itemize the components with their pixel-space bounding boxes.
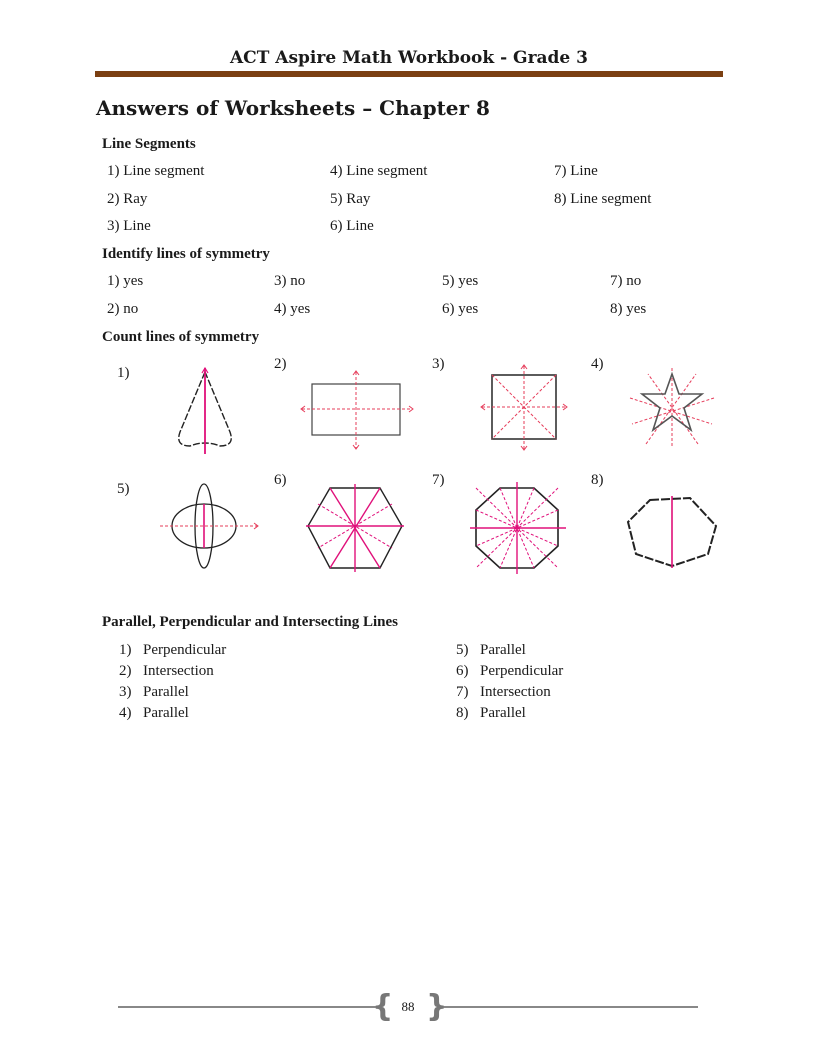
list-number: 1) (119, 642, 132, 658)
ellipse-figure (158, 480, 262, 576)
answer-item: 2) no (107, 301, 139, 317)
section-heading-lines: Parallel, Perpendicular and Intersecting Lines (102, 614, 398, 630)
footer-rule-right (440, 1006, 698, 1008)
answer-item: 7) Line (554, 163, 598, 179)
footer-bracket-right: } (426, 989, 448, 1024)
list-number: 6) (456, 663, 469, 679)
answer-item: 6) yes (442, 301, 479, 317)
rectangle-figure (300, 368, 416, 454)
answer-item: 7) no (610, 273, 642, 289)
answer-item: Parallel (143, 705, 189, 721)
list-number: 7) (456, 684, 469, 700)
answer-item: Perpendicular (143, 642, 227, 658)
answer-item: 5) Ray (330, 191, 371, 207)
answer-item: 6) Line (330, 218, 374, 234)
list-number: 3) (119, 684, 132, 700)
figure-label: 7) (432, 472, 445, 488)
figure-label: 6) (274, 472, 287, 488)
list-number: 2) (119, 663, 132, 679)
answer-item: 1) yes (107, 273, 144, 289)
section-heading-count-symmetry: Count lines of symmetry (102, 329, 260, 345)
answer-item: 3) no (274, 273, 306, 289)
square-figure (478, 363, 570, 453)
answer-item: 4) Line segment (330, 163, 428, 179)
footer-bracket-left: { (372, 989, 394, 1024)
answer-item: Parallel (143, 684, 189, 700)
running-header: ACT Aspire Math Workbook - Grade 3 (229, 48, 588, 68)
star-figure (624, 364, 720, 454)
figure-label: 1) (117, 365, 130, 381)
octagon-figure (468, 480, 568, 576)
section-heading-line-segments: Line Segments (102, 136, 196, 152)
answer-item: 5) yes (442, 273, 479, 289)
section-heading-identify-symmetry: Identify lines of symmetry (102, 246, 270, 262)
answer-item: 4) yes (274, 301, 311, 317)
list-number: 5) (456, 642, 469, 658)
page-number: 88 (401, 999, 415, 1014)
answer-item: 2) Ray (107, 191, 148, 207)
page-title: Answers of Worksheets – Chapter 8 (96, 96, 490, 120)
heptagon-figure (620, 488, 724, 574)
footer-rule-left (118, 1006, 376, 1008)
answer-item: 1) Line segment (107, 163, 205, 179)
list-number: 4) (119, 705, 132, 721)
answer-item: Perpendicular (480, 663, 564, 679)
header-rule (95, 71, 723, 77)
answer-item: Intersection (143, 663, 214, 679)
answer-item: Parallel (480, 705, 526, 721)
figure-label: 4) (591, 356, 604, 372)
figure-label: 3) (432, 356, 445, 372)
answer-item: 3) Line (107, 218, 151, 234)
answer-item: 8) yes (610, 301, 647, 317)
answer-item: 8) Line segment (554, 191, 652, 207)
list-number: 8) (456, 705, 469, 721)
figure-label: 5) (117, 481, 130, 497)
cone-shape-figure (170, 366, 240, 458)
answer-item: Parallel (480, 642, 526, 658)
hexagon-figure (304, 480, 406, 576)
figure-label: 8) (591, 472, 604, 488)
answer-item: Intersection (480, 684, 551, 700)
figure-label: 2) (274, 356, 287, 372)
